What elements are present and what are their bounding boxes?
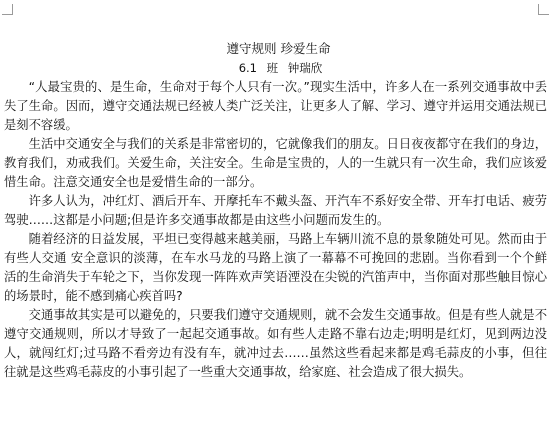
essay-author: 6.1 班 钟瑞欣 [238,61,323,75]
paragraph-1: “人最宝贵的、是生命，生命对于每个人只有一次。”现实生活中，许多人在一系列交通事故中丢失了生命。因而，遵守交通法规已经被人类广泛关注，让更多人了解、学习、遵守并运用交通法规已是刻不容缓。 [4,80,547,132]
paragraph-2: 生活中交通安全与我们的关系是非常密切的，它就像我们的朋友。日日夜夜都守在我们的身边，教育我们，劝戒我们。关爱生命，关注安全。生命是宝贵的，人的一生就只有一次生命，我们应该爱惜生命。注意交通安全也是爱惜生命的一部分。 [4,137,547,189]
paragraph-4: 随着经济的日益发展，平坦已变得越来越美丽，马路上车辆川流不息的景象随处可见。然而由于有些人交通 安全意识的淡薄，在车水马龙的马路上演了一幕幕不可挽回的悲剧。当你看到一个个鲜活的生命消失于车轮之下，当你发现一阵阵欢声笑语湮没在尖锐的汽笛声中，当你面对那些触目惊心的场景时，能不感到痛心疾首吗? [4,232,547,303]
essay-title: 遵守规则 珍爱生命 [226,41,331,56]
top-right-margin-mark [538,4,549,15]
paragraph-3: 许多人认为，冲红灯、酒后开车、开摩托车不戴头盔、开汽车不系好安全带、开车打电话、疲劳驾驶……这都是小问题;但是许多交通事故都是由这些小问题而发生的。 [4,194,547,227]
paragraph-5: 交通事故其实是可以避免的，只要我们遵守交通规则，就不会发生交通事故。但是有些人就是不遵守交通规则，所以才导致了一起起交通事故。如有些人走路不靠右边走;明明是红灯，见到两边没人，就闯红灯;过马路不看旁边有没有车，就冲过去……虽然这些看起来都是鸡毛蒜皮的小事，但往往就是这些鸡毛蒜皮的小事引起了一些重大交通事故，给家庭、社会造成了很大损失。 [4,308,547,379]
top-left-margin-mark [2,4,13,15]
document-body [4,41,547,382]
